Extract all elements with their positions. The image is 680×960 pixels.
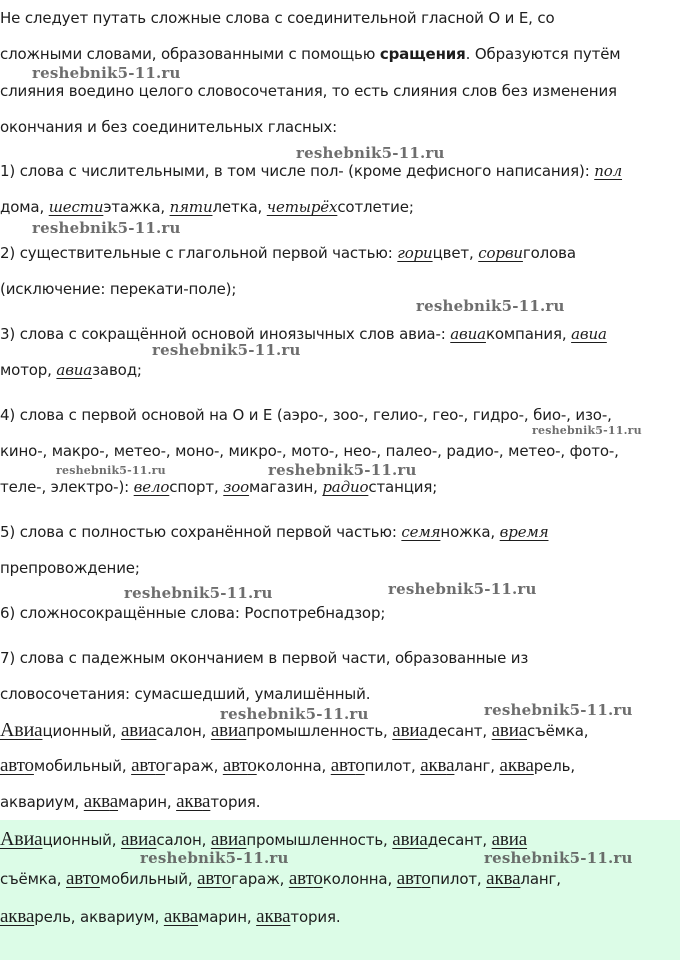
- text: препровождение;: [0, 559, 140, 577]
- root-part: авт: [222, 755, 248, 776]
- root-part: о: [155, 755, 166, 776]
- root-part: о: [355, 755, 365, 776]
- text: колонна,: [322, 870, 397, 888]
- root-part: акв: [176, 791, 203, 812]
- text: этажка,: [103, 198, 170, 216]
- watermark: reshebnik5-11.ru: [32, 219, 181, 237]
- root-part: а: [512, 868, 521, 889]
- text: теле-, электро-):: [0, 478, 134, 496]
- example-line-highlighted: [0, 829, 680, 850]
- watermark: reshebnik5-11.ru: [484, 701, 633, 719]
- root-part: авт: [0, 755, 25, 776]
- root-part: а: [148, 720, 157, 741]
- list-item-1-cont: [0, 197, 680, 217]
- text: мобильный,: [33, 757, 132, 775]
- root-part: а: [34, 829, 43, 850]
- root-part: Ави: [0, 719, 35, 741]
- root-part: о: [90, 868, 100, 889]
- watermark: reshebnik5-11.ru: [152, 341, 301, 359]
- watermark: reshebnik5-11.ru: [220, 705, 369, 723]
- text: дома,: [0, 198, 49, 216]
- watermark: reshebnik5-11.ru: [388, 580, 537, 598]
- root-part: а: [518, 720, 528, 741]
- root-part: а: [518, 829, 528, 850]
- text: 4) слова с первой основой на О и Е (аэро-, зоо-, гелио-, гео-, гидро-, био-, изо-,: [0, 406, 612, 424]
- text: Не следует путать сложные слова с соединительной гласной О и Е, со: [0, 9, 555, 27]
- example-part: авиа: [571, 325, 607, 343]
- watermark: reshebnik5-11.ru: [296, 144, 445, 162]
- text: завод;: [92, 361, 142, 379]
- root-part: ави: [392, 829, 420, 850]
- text: гараж,: [231, 870, 289, 888]
- root-part: о: [247, 755, 257, 776]
- text: десант,: [427, 722, 492, 740]
- root-part: авт: [131, 755, 156, 776]
- text: спорт,: [169, 478, 224, 496]
- text: 6) сложносокращённые слова: Роспотребнадзор;: [0, 604, 386, 622]
- list-item-1: [0, 161, 680, 181]
- list-item-5: [0, 522, 680, 542]
- list-item-2-cont: [0, 279, 680, 299]
- example-part: радио: [322, 478, 369, 496]
- root-part: авт: [65, 868, 91, 889]
- list-item-4: [0, 405, 680, 425]
- text: летка,: [212, 198, 267, 216]
- root-part: акв: [499, 755, 526, 776]
- text: окончания и без соединительных гласных:: [0, 118, 338, 136]
- watermark: reshebnik5-11.ru: [32, 64, 181, 82]
- text: голова: [522, 244, 576, 262]
- list-item-6: [0, 603, 680, 623]
- example-line: [0, 792, 680, 812]
- text: 5) слова с полностью сохранённой первой частью:: [0, 523, 402, 541]
- text: 3) слова с сокращённой основой иноязычных слов авиа-:: [0, 325, 451, 343]
- example-part: время: [499, 523, 549, 541]
- root-part: авт: [330, 755, 356, 776]
- text: мобильный,: [99, 870, 198, 888]
- list-item-4-cont: [0, 441, 680, 461]
- root-part: а: [189, 906, 199, 927]
- root-part: акв: [83, 791, 110, 812]
- example-line-highlighted: [0, 869, 680, 889]
- root-part: ави: [210, 829, 239, 850]
- list-item-5-cont: [0, 558, 680, 578]
- root-part: а: [109, 791, 119, 812]
- root-part: а: [282, 906, 291, 927]
- text: компания,: [485, 325, 572, 343]
- root-part: Ави: [0, 828, 35, 850]
- example-line: [0, 756, 680, 776]
- example-part: авиа: [450, 325, 486, 343]
- root-part: ави: [210, 720, 239, 741]
- root-part: о: [313, 868, 323, 889]
- intro-line: [0, 8, 680, 28]
- root-part: акв: [0, 906, 26, 927]
- root-part: а: [25, 906, 35, 927]
- text: 1) слова с числительными, в том числе пол- (кроме дефисного написания):: [0, 162, 595, 180]
- root-part: ави: [491, 720, 519, 741]
- text: ционный,: [42, 722, 121, 740]
- text: 7) слова с падежным окончанием в первой части, образованные из: [0, 649, 529, 667]
- list-item-3: [0, 324, 680, 344]
- example-part: пяти: [169, 198, 213, 216]
- text: ланг,: [454, 757, 500, 775]
- watermark: reshebnik5-11.ru: [532, 424, 642, 437]
- intro-line: [0, 117, 680, 137]
- text: промышленность,: [246, 722, 393, 740]
- root-part: акв: [420, 755, 447, 776]
- intro-line: [0, 81, 680, 101]
- example-part: сорви: [478, 244, 523, 262]
- text: пилот,: [364, 757, 421, 775]
- text: пилот,: [430, 870, 487, 888]
- text: сотлетие;: [337, 198, 414, 216]
- root-part: акв: [256, 906, 283, 927]
- root-part: а: [446, 755, 455, 776]
- text: съёмка,: [0, 870, 66, 888]
- text: салон,: [156, 722, 211, 740]
- watermark: reshebnik5-11.ru: [484, 849, 633, 867]
- text: словосочетания: сумасшедший, умалишённый.: [0, 685, 371, 703]
- text: колонна,: [256, 757, 331, 775]
- text: кино-, макро-, метео-, моно-, микро-, мото-, нео-, палео-, радио-, метео-, фото-,: [0, 442, 619, 460]
- root-part: акв: [486, 868, 513, 889]
- root-part: ави: [392, 720, 420, 741]
- text: рель, аквариум,: [34, 908, 164, 926]
- text: салон,: [156, 831, 211, 849]
- root-part: о: [24, 755, 34, 776]
- root-part: авт: [288, 868, 314, 889]
- root-part: а: [238, 720, 247, 741]
- watermark: reshebnik5-11.ru: [124, 584, 273, 602]
- text: ножка,: [440, 523, 500, 541]
- watermark: reshebnik5-11.ru: [56, 464, 166, 477]
- root-part: а: [238, 829, 247, 850]
- watermark: reshebnik5-11.ru: [268, 461, 417, 479]
- root-part: о: [421, 868, 431, 889]
- example-part: зоо: [223, 478, 250, 496]
- root-part: а: [148, 829, 157, 850]
- text: ционный,: [42, 831, 121, 849]
- text: аквариум,: [0, 793, 84, 811]
- root-part: акв: [163, 906, 190, 927]
- text: промышленность,: [246, 831, 393, 849]
- example-line-highlighted: [0, 907, 680, 927]
- text: десант,: [427, 831, 492, 849]
- text: станция;: [368, 478, 438, 496]
- example-part: четырёх: [266, 198, 338, 216]
- root-part: а: [419, 720, 428, 741]
- root-part: авт: [197, 868, 222, 889]
- text: (исключение: перекати-поле);: [0, 280, 237, 298]
- root-part: ави: [120, 720, 149, 741]
- text: тория.: [290, 908, 341, 926]
- list-item-7: [0, 648, 680, 668]
- example-part: авиа: [56, 361, 93, 379]
- text: сложными словами, образованными с помощью: [0, 45, 380, 63]
- root-part: ави: [120, 829, 149, 850]
- watermark: reshebnik5-11.ru: [140, 849, 289, 867]
- text: цвет,: [432, 244, 479, 262]
- example-part: гори: [397, 244, 433, 262]
- root-part: авт: [396, 868, 422, 889]
- example-part: вело: [133, 478, 170, 496]
- root-part: а: [525, 755, 534, 776]
- list-item-2: [0, 243, 680, 263]
- text: гараж,: [165, 757, 223, 775]
- text: ланг,: [520, 870, 561, 888]
- text: 2) существительные с глагольной первой частью:: [0, 244, 398, 262]
- watermark: reshebnik5-11.ru: [416, 297, 565, 315]
- root-part: а: [202, 791, 211, 812]
- example-part: шести: [48, 198, 104, 216]
- intro-line: [0, 44, 680, 64]
- root-part: ави: [491, 829, 519, 850]
- example-part: семя: [401, 523, 441, 541]
- text: съёмка,: [527, 722, 589, 740]
- text: магазин,: [249, 478, 323, 496]
- root-part: о: [221, 868, 232, 889]
- text: марин,: [198, 908, 257, 926]
- text: тория.: [210, 793, 261, 811]
- root-part: а: [419, 829, 428, 850]
- text: . Образуются путём: [465, 45, 621, 63]
- example-line: [0, 720, 680, 741]
- text: мотор,: [0, 361, 57, 379]
- root-part: а: [34, 720, 43, 741]
- term-bold: сращения: [379, 45, 466, 63]
- text: марин,: [118, 793, 177, 811]
- example-part: пол: [594, 162, 623, 180]
- list-item-4-cont: [0, 477, 680, 497]
- list-item-3-cont: [0, 360, 680, 380]
- text: рель,: [533, 757, 575, 775]
- text: слияния воедино целого словосочетания, то есть слияния слов без изменения: [0, 82, 617, 100]
